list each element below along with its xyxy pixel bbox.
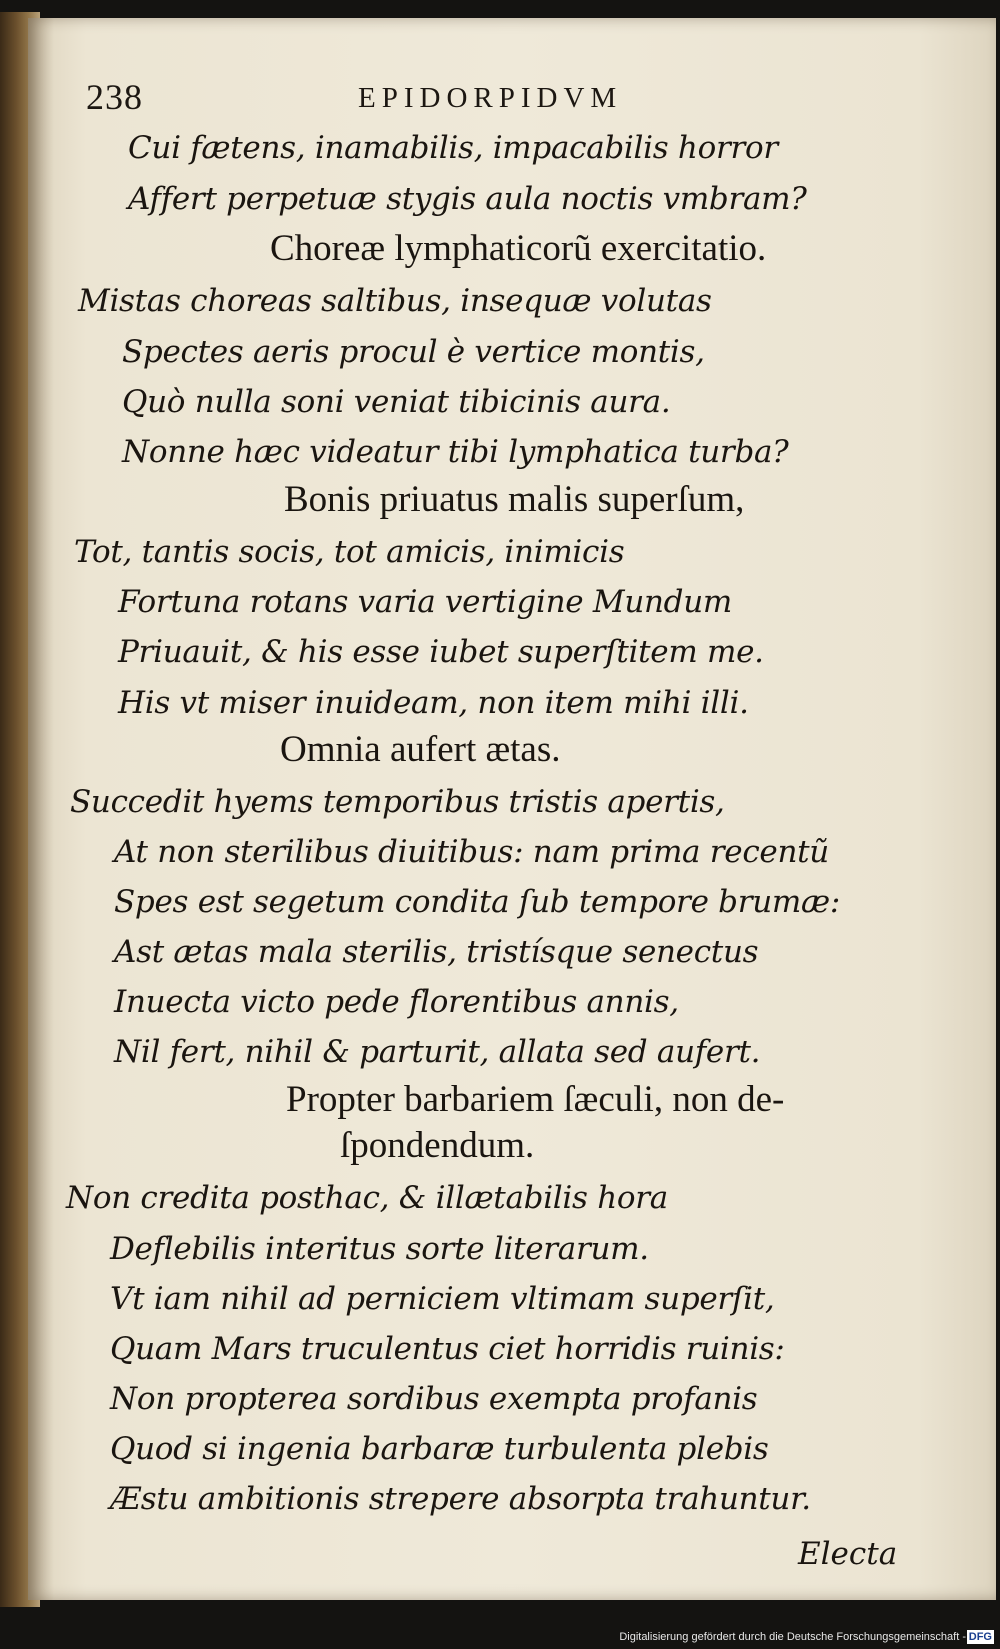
verse-line: Affert perpetuæ stygis aula noctis vmbram? (128, 181, 807, 217)
verse-line: Deflebilis interitus sorte literarum. (110, 1231, 649, 1267)
section-heading: Omnia aufert ætas. (280, 729, 561, 770)
verse-line: Fortuna rotans varia vertigine Mundum (118, 584, 732, 620)
section-heading: Propter barbariem ſæculi, non de- (286, 1079, 785, 1120)
page (28, 18, 996, 1600)
verse-line: Non credita posthac, & illætabilis hora (66, 1180, 668, 1216)
verse-line: Vt iam nihil ad perniciem vltimam superſit, (110, 1281, 775, 1317)
verse-line: Quam Mars truculentus ciet horridis ruinis: (110, 1331, 785, 1367)
verse-line: Quò nulla soni veniat tibicinis aura. (122, 384, 671, 420)
verse-line: Spes est segetum condita ſub tempore brumæ: (114, 884, 840, 920)
catchword: Electa (798, 1536, 898, 1572)
verse-line: At non sterilibus diuitibus: nam prima recentũ (114, 834, 829, 870)
verse-line: Nonne hæc videatur tibi lymphatica turba? (122, 434, 789, 470)
verse-line: Non propterea sordibus exempta profanis (110, 1381, 758, 1417)
verse-line: Cui fætens, inamabilis, impacabilis horror (128, 130, 778, 166)
page-body (28, 18, 996, 1600)
running-head: EPIDORPIDVM (358, 82, 623, 114)
section-heading: ſpondendum. (340, 1125, 535, 1166)
verse-line: Inuecta victo pede florentibus annis, (114, 984, 679, 1020)
verse-line: Æstu ambitionis strepere absorpta trahuntur. (110, 1481, 811, 1517)
section-heading: Bonis priuatus malis superſum, (284, 479, 745, 520)
verse-line: Nil fert, nihil & parturit, allata sed aufert. (114, 1034, 761, 1070)
funding-credit: Digitalisierung gefördert durch die Deutsche Forschungsgemeinschaft - (619, 1631, 966, 1643)
verse-line: Spectes aeris procul è vertice montis, (122, 334, 705, 370)
verse-line: Mistas choreas saltibus, insequæ volutas (78, 283, 712, 319)
verse-line: Priuauit, & his esse iubet superſtitem me. (118, 634, 764, 670)
dfg-logo: DFG (968, 1631, 992, 1643)
verse-line: His vt miser inuideam, non item mihi illi. (118, 685, 749, 721)
folio-number: 238 (86, 77, 143, 117)
verse-line: Succedit hyems temporibus tristis apertis, (70, 784, 725, 820)
section-heading: Choreæ lymphaticorũ exercitatio. (270, 228, 767, 269)
verse-line: Ast ætas mala sterilis, tristísque senectus (114, 934, 759, 970)
verse-line: Tot, tantis socis, tot amicis, inimicis (74, 534, 625, 570)
verse-line: Quod si ingenia barbaræ turbulenta plebis (110, 1431, 769, 1467)
